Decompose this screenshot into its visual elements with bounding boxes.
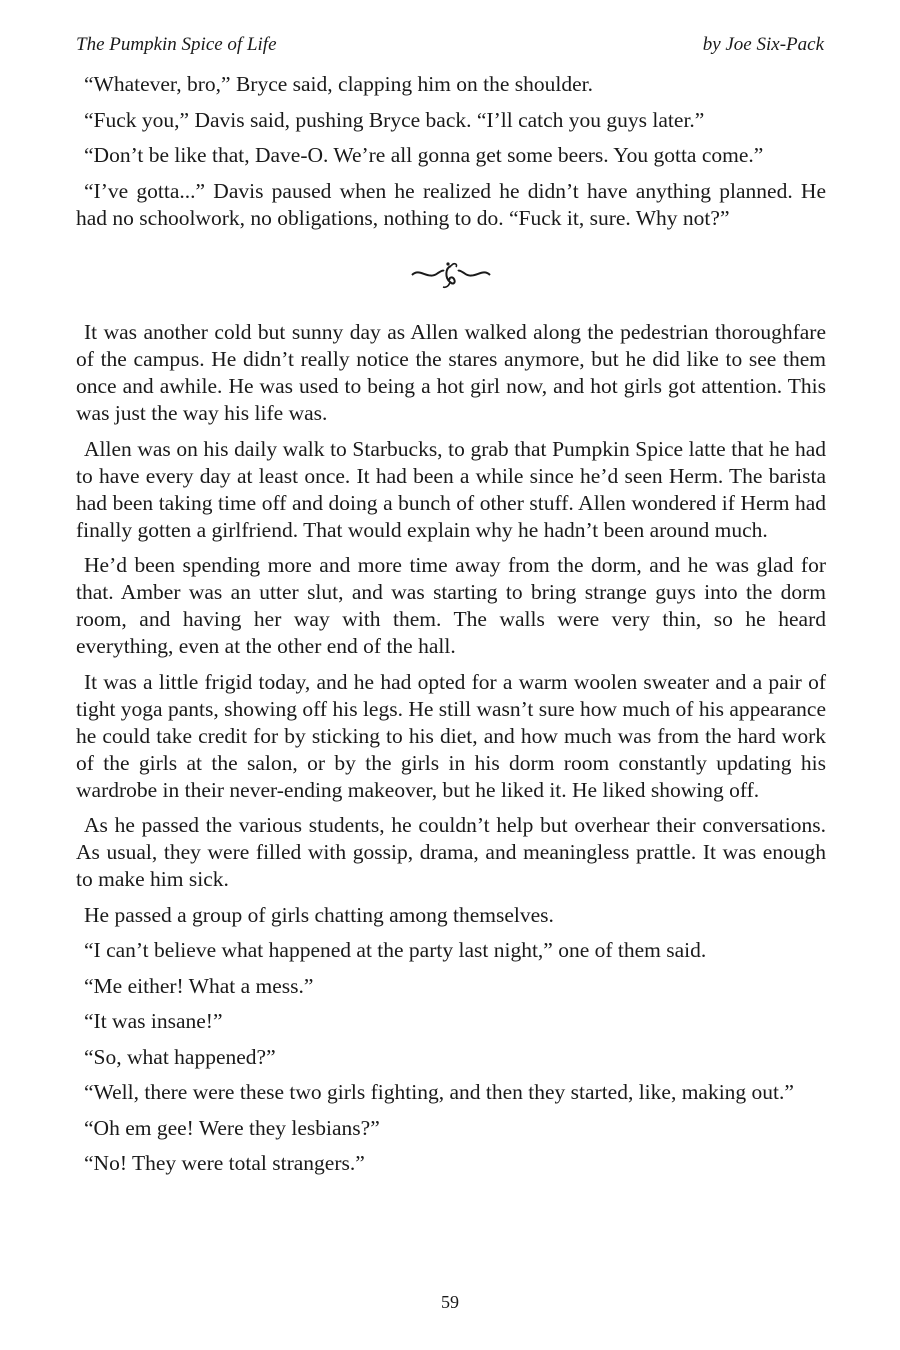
paragraph: “No! They were total strangers.”	[84, 1151, 365, 1175]
paragraph: “Me either! What a mess.”	[84, 973, 314, 998]
paragraph: “It was insane!”	[84, 1009, 223, 1033]
paragraph: He’d been spending more and more time away from the dorm, and he was glad for that. Amber was an utter slut, and was starting to bring strange guys into the dorm room, and having her way with them. The walls were very thin, so he heard everything, even at the other end of the hall.	[76, 553, 826, 658]
paragraph: As he passed the various students, he couldn’t help but overhear their conversations. As usual, they were filled with gossip, drama, and meaningless prattle. It was enough to make him sick.	[76, 813, 826, 891]
paragraph: “Well, there were these two girls fighting, and then they started, like, making out.”	[84, 1080, 794, 1104]
book-title: The Pumpkin Spice of Life	[76, 34, 277, 55]
paragraph: He passed a group of girls chatting among themselves.	[84, 902, 554, 927]
paragraph: “I can’t believe what happened at the party last night,” one of them said.	[84, 938, 707, 962]
paragraph: “Fuck you,” Davis said, pushing Bryce back. “I’ll catch you guys later.”	[84, 107, 705, 132]
paragraph: “Don’t be like that, Dave-O. We’re all gonna get some beers. You gotta come.”	[84, 143, 764, 167]
paragraph: Allen was on his daily walk to Starbucks, to grab that Pumpkin Spice latte that he had to have every day at least once. It had been a while since he’d seen Herm. The barista had been taking time off and doing a bunch of other stuff. Allen wondered if Herm had finally gotten a girlfriend. That would explain why he hadn’t been around much.	[76, 436, 826, 542]
section-one	[76, 71, 826, 240]
section-two	[76, 319, 826, 1186]
paragraph: “Oh em gee! Were they lesbians?”	[84, 1115, 380, 1140]
running-header	[76, 34, 824, 56]
page-number: 59	[441, 1292, 459, 1312]
author-credit: by Joe Six-Pack	[702, 34, 824, 55]
paragraph: “I’ve gotta...” Davis paused when he realized he didn’t have anything planned. He had no schoolwork, no obligations, nothing to do. “Fuck it, sure. Why not?”	[76, 178, 826, 230]
paragraph: It was a little frigid today, and he had opted for a warm woolen sweater and a pair of tight yoga pants, showing off his legs. He still wasn’t sure how much of his appearance he could take credit for by sticking to his diet, and how much was from the hard work of the girls at the salon, or by the girls in his dorm room constantly updating his wardrobe in their never-ending makeover, but he liked it. He liked showing off.	[76, 669, 826, 802]
paragraph: “Whatever, bro,” Bryce said, clapping him on the shoulder.	[84, 72, 594, 96]
paragraph: “So, what happened?”	[84, 1044, 276, 1069]
paragraph: It was another cold but sunny day as Allen walked along the pedestrian thoroughfare of the campus. He didn’t really notice the stares anymore, but he did like to see them once and awhile. He was used to being a hot girl now, and hot girls got attention. This was just the way his life was.	[76, 320, 826, 425]
fleuron-divider-icon	[410, 258, 492, 292]
